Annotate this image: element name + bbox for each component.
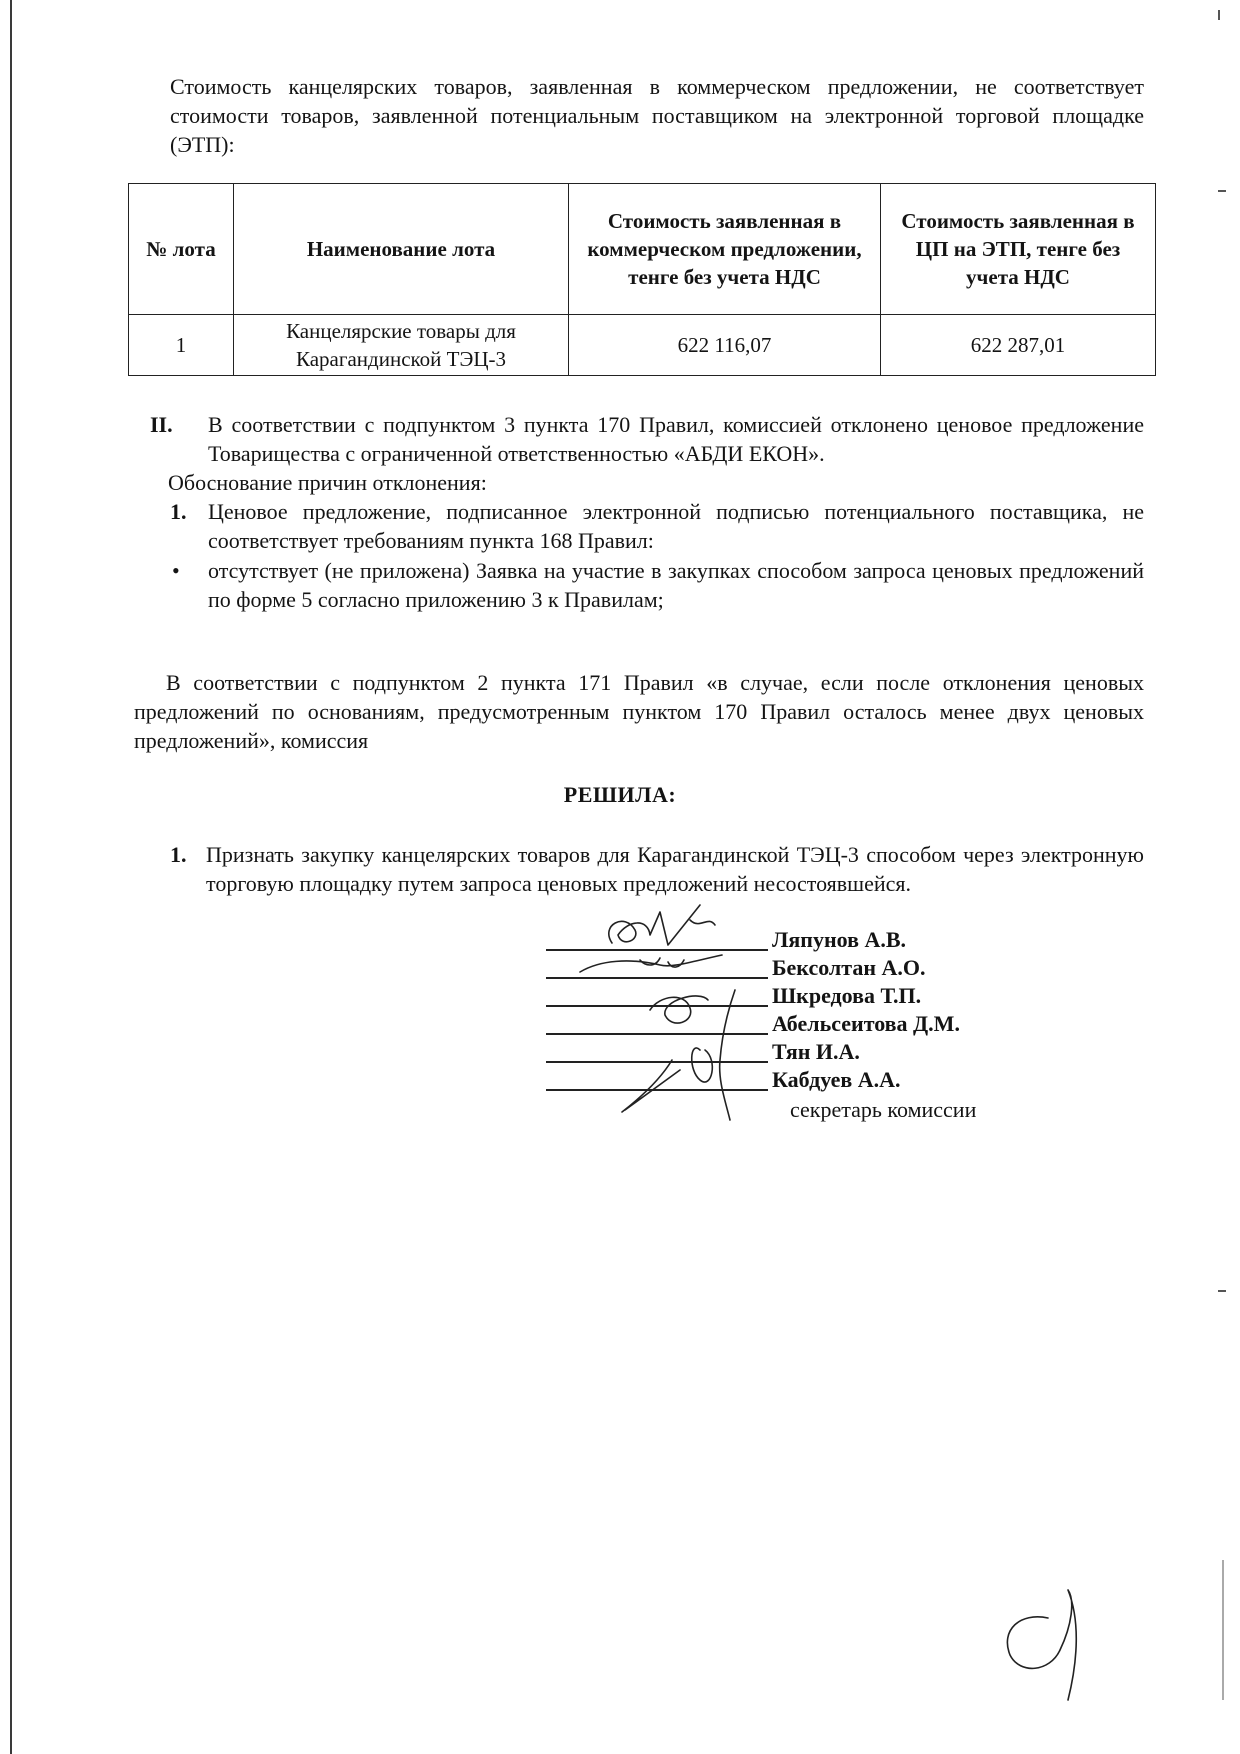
reasons-title: Обоснование причин отклонения: [168, 470, 487, 495]
col-header-lot-number: № лота [129, 184, 234, 315]
bullet-symbol: • [172, 558, 180, 583]
signer-name: Шкредова Т.П. [772, 983, 922, 1008]
reason-item-text: Ценовое предложение, подписанное электронной подписью потенциального поставщика, не соответствует требованиям пункта 168 Правил: [208, 499, 1144, 553]
signature-scribble [720, 990, 735, 1120]
section-marker: II. [150, 412, 173, 437]
col-header-etp-price: Стоимость заявленная в ЦП на ЭТП, тенге без учета НДС [881, 184, 1156, 315]
cell-etp-price: 622 287,01 [881, 315, 1156, 376]
signature-scribble [1007, 1590, 1076, 1700]
signature-scribble [609, 905, 700, 945]
reason-item-marker: 1. [170, 499, 187, 524]
signature-scribble [580, 955, 722, 972]
cell-lot-number: 1 [129, 315, 234, 376]
signer-name: Абельсеитова Д.М. [772, 1011, 960, 1036]
cell-lot-name: Канцелярские товары для Карагандинской ТЭЦ-3 [234, 315, 569, 376]
signature-scribble [692, 1048, 713, 1082]
signer-name: Бексолтан А.О. [772, 955, 926, 980]
signer-name: Кабдуев А.А. [772, 1067, 901, 1092]
section-ii-text: В соответствии с подпунктом 3 пункта 170 Правил, комиссией отклонено ценовое предложение Товарищества с ограниченной ответственностью «АБДИ ЕКОН». [208, 412, 1144, 466]
decision-item-text: Признать закупку канцелярских товаров для Карагандинской ТЭЦ-3 способом через электронную торговую площадку путем запроса ценовых предложений несостоявшейся. [206, 842, 1144, 896]
signer-role: секретарь комиссии [790, 1097, 977, 1122]
cell-commercial-price: 622 116,07 [569, 315, 881, 376]
signature-scribble [650, 996, 708, 1023]
signer-name: Тян И.А. [772, 1039, 860, 1064]
decision-item-marker: 1. [170, 842, 187, 867]
signature-scribble [622, 1060, 680, 1112]
bullet-text: отсутствует (не приложена) Заявка на участие в закупках способом запроса ценовых предложений по форме 5 согласно приложению 3 к Правилам; [208, 558, 1144, 612]
signer-name: Ляпунов А.В. [772, 927, 907, 952]
col-header-commercial-price: Стоимость заявленная в коммерческом предложении, тенге без учета НДС [569, 184, 881, 315]
decision-heading: РЕШИЛА: [563, 782, 677, 807]
col-header-lot-name: Наименование лота [234, 184, 569, 315]
intro-paragraph: Стоимость канцелярских товаров, заявленная в коммерческом предложении, не соответствует стоимости товаров, заявленной потенциальным поставщиком на электронной торговой площадке (ЭТП): [170, 74, 1144, 157]
paragraph-171: В соответствии с подпунктом 2 пункта 171 Правил «в случае, если после отклонения ценовых предложений по основаниям, предусмотренным пунктом 170 Правил осталось менее двух ценовых предложений», комиссия [134, 670, 1144, 753]
signature-scribble [690, 920, 715, 925]
